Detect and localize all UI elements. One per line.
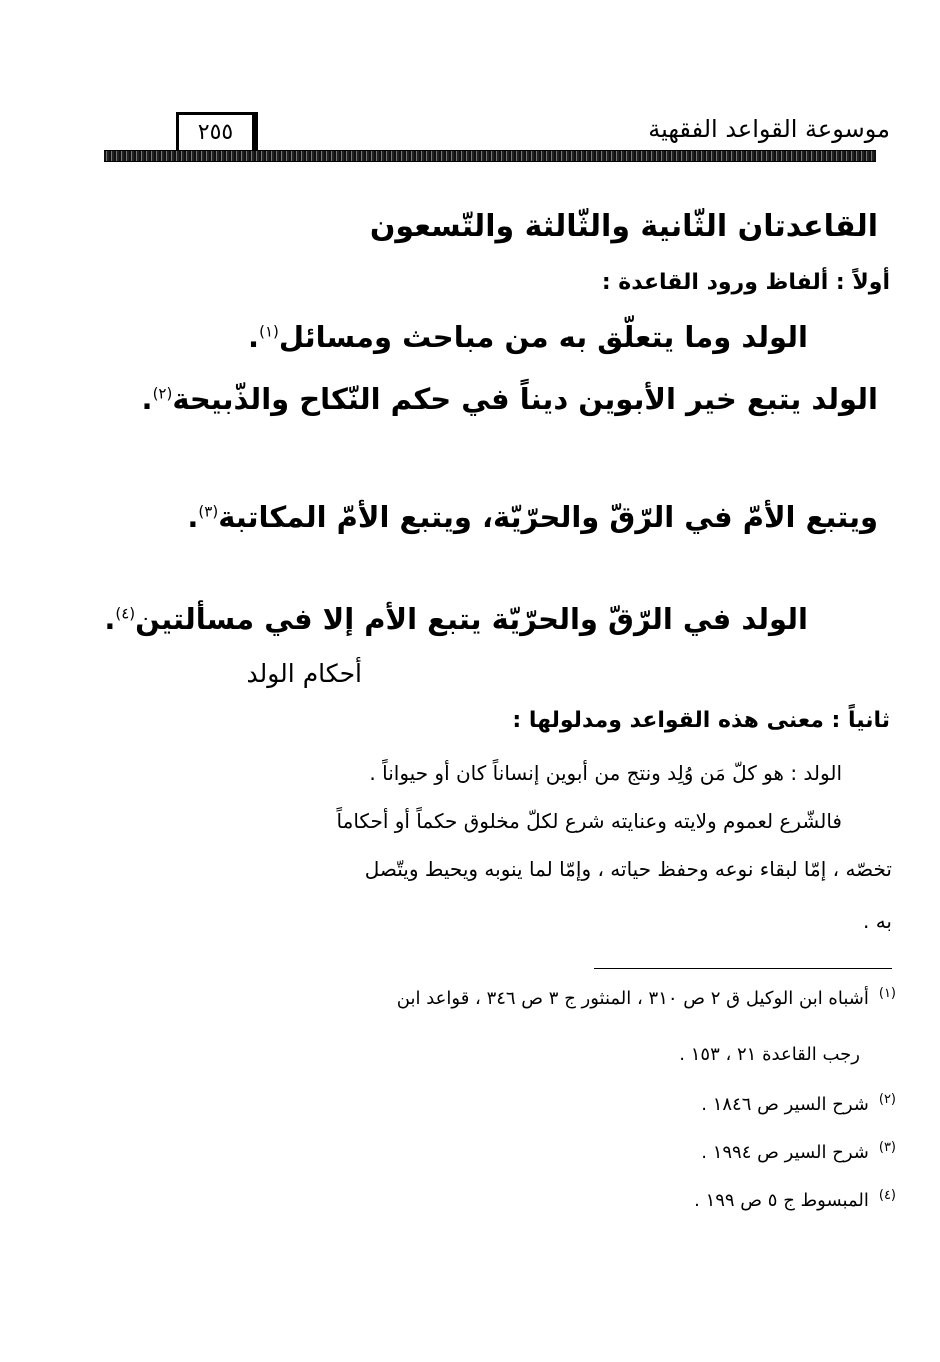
- rule-2-text: الولد يتبع خير الأبوين ديناً في حكم النّكاح والذّبيحة: [172, 382, 878, 416]
- rule-3-text: ويتبع الأمّ في الرّقّ والحرّيّة، ويتبع الأمّ المكاتبة: [218, 500, 878, 534]
- rule-3: [108, 486, 878, 548]
- footnote-1: [116, 980, 896, 1018]
- footnote-3: [116, 1134, 896, 1172]
- body-line-1: الولد : هو كلّ مَن وُلِد ونتج من أبوين إنساناً كان أو حيواناً .: [369, 761, 842, 785]
- page-number: ٢٥٥: [176, 112, 258, 152]
- section-one-heading: أولاً : ألفاظ ورود القاعدة :: [601, 270, 890, 295]
- body-line-2: فالشّرع لعموم ولايته وعنايته شرع لكلّ مخلوق حكماً أو أحكاماً: [336, 809, 842, 833]
- footnote-4: [116, 1182, 896, 1220]
- footnote-2: [116, 1086, 896, 1124]
- body-line-3: تخصّه ، إمّا لبقاء نوعه وحفظ حياته ، وإمّا لما ينوبه ويحيط ويتّصل: [364, 857, 892, 881]
- footnote-1-mark: (١): [878, 986, 896, 1001]
- rule-1: [98, 306, 808, 368]
- footnote-3-line1: شرح السير ص ١٩٩٤ .: [701, 1142, 869, 1163]
- footnote-3-mark: (٣): [878, 1140, 896, 1155]
- rule-3-end: .: [187, 500, 199, 534]
- footnote-ref-1: (١): [259, 322, 279, 341]
- footnote-1-line1: أشباه ابن الوكيل ق ٢ ص ٣١٠ ، المنثور ج ٣ ص ٣٤٦ ، قواعد ابن: [396, 988, 869, 1009]
- rule-4: [98, 588, 808, 650]
- rule-4-end: .: [104, 602, 116, 636]
- header-rule: [104, 150, 876, 162]
- footnote-ref-2: (٢): [152, 384, 173, 403]
- footnote-4-mark: (٤): [878, 1188, 896, 1203]
- rule-1-text: الولد وما يتعلّق به من مباحث ومسائل: [278, 320, 808, 354]
- running-header-title: موسوعة القواعد الفقهية: [648, 115, 890, 143]
- rule-1-end: .: [248, 320, 260, 354]
- rule-2-end: .: [141, 382, 153, 416]
- footnote-separator: [594, 968, 892, 969]
- footnote-2-line1: شرح السير ص ١٨٤٦ .: [701, 1094, 869, 1115]
- body-line-4: به .: [862, 909, 892, 933]
- footnote-ref-3: (٣): [198, 502, 219, 521]
- rule-4-text: الولد في الرّقّ والحرّيّة يتبع الأم إلا في مسألتين: [135, 602, 808, 636]
- footnote-4-line1: المبسوط ج ٥ ص ١٩٩ .: [694, 1190, 869, 1211]
- footnote-2-mark: (٢): [878, 1092, 896, 1107]
- footnote-1-cont: رجب القاعدة ٢١ ، ١٥٣ .: [679, 1044, 860, 1065]
- footnote-ref-4: (٤): [115, 604, 136, 623]
- side-note: أحكام الولد: [246, 659, 362, 688]
- rule-2: [108, 368, 878, 430]
- main-heading: القاعدتان الثّانية والثّالثة والتّسعون: [369, 209, 878, 244]
- section-two-heading: ثانياً : معنى هذه القواعد ومدلولها :: [512, 708, 890, 733]
